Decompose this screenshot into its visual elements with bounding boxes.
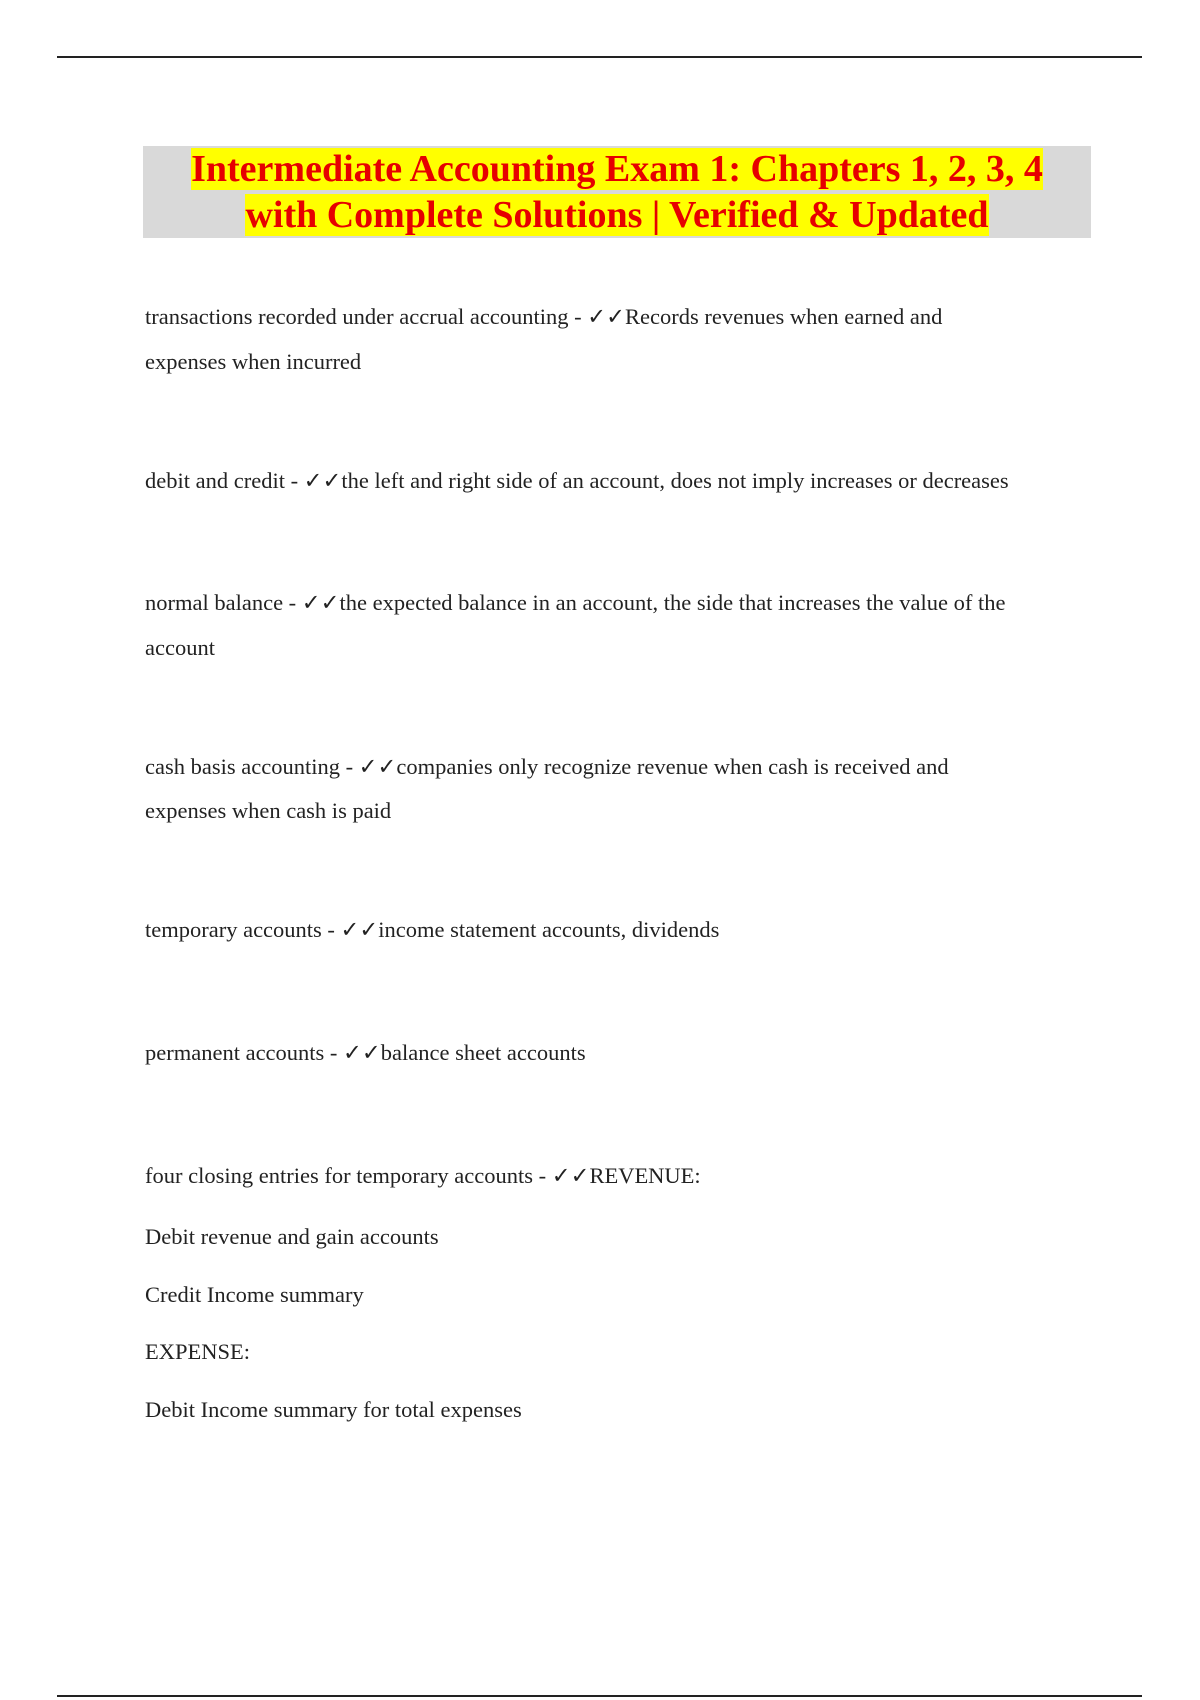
qa-text-line: expenses when incurred	[145, 349, 362, 374]
qa-text-line: cash basis accounting - ✓✓companies only recognize revenue when cash is received and	[145, 754, 949, 779]
qa-text-line: account	[145, 635, 215, 660]
qa-text-line: Debit revenue and gain accounts	[145, 1224, 439, 1249]
qa-text-line: Debit Income summary for total expenses	[145, 1397, 522, 1422]
title-line-2: with Complete Solutions | Verified & Updated	[245, 194, 989, 236]
qa-text-line: four closing entries for temporary accounts - ✓✓REVENUE:	[145, 1163, 701, 1188]
footer-rule	[57, 1695, 1142, 1697]
title-line-1: Intermediate Accounting Exam 1: Chapters 1, 2, 3, 4	[191, 148, 1043, 190]
qa-text-line: Credit Income summary	[145, 1282, 364, 1307]
qa-text-line: normal balance - ✓✓the expected balance in an account, the side that increases the value of the	[145, 590, 1006, 615]
qa-text-line: expenses when cash is paid	[145, 798, 392, 823]
qa-text-line: EXPENSE:	[145, 1339, 251, 1364]
qa-text-line: debit and credit - ✓✓the left and right side of an account, does not imply increases or decreases	[145, 468, 1009, 493]
qa-text-line: temporary accounts - ✓✓income statement accounts, dividends	[145, 917, 720, 942]
header-rule	[57, 56, 1142, 58]
document-title	[143, 146, 1091, 238]
qa-text-line: transactions recorded under accrual accounting - ✓✓Records revenues when earned and	[145, 304, 943, 329]
qa-text-line: permanent accounts - ✓✓balance sheet accounts	[145, 1040, 586, 1065]
